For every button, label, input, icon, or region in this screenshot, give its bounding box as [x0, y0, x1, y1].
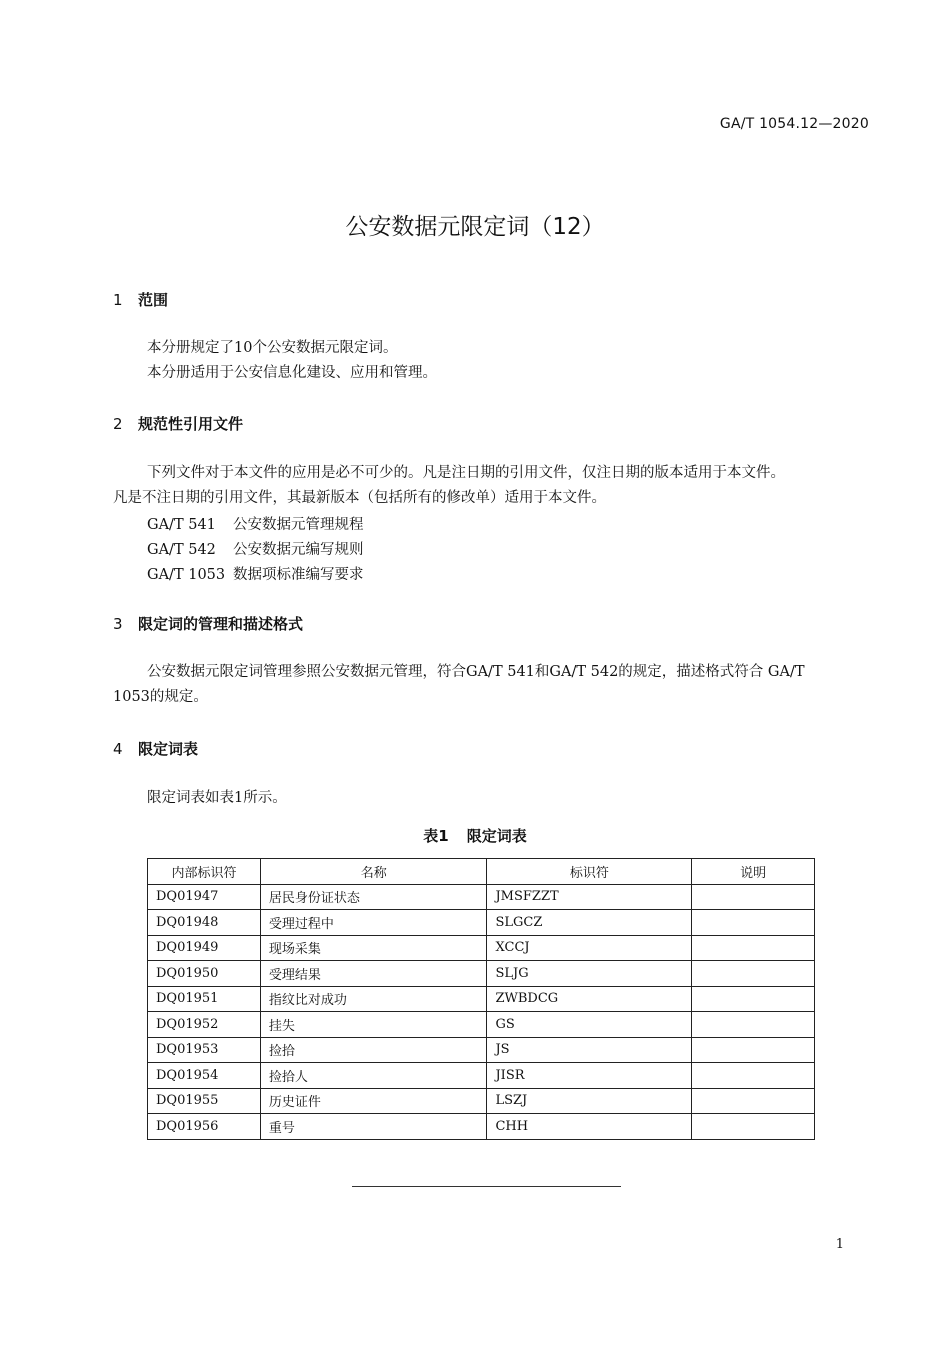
section-title: 规范性引用文件	[138, 415, 244, 433]
section-title: 限定词表	[138, 740, 199, 758]
section-number: 3	[113, 615, 123, 633]
note-cell	[692, 935, 815, 961]
reference-item	[147, 563, 364, 584]
end-divider	[352, 1186, 621, 1187]
note-cell	[692, 1012, 815, 1038]
identifier-cell: JISR	[487, 1063, 692, 1089]
table-title: 限定词表	[466, 827, 527, 845]
table-number: 表1	[423, 827, 449, 845]
table-row	[148, 1012, 815, 1038]
identifier-cell: LSZJ	[487, 1088, 692, 1114]
table-row	[148, 961, 815, 987]
para-line: 凡是不注日期的引用文件，其最新版本（包括所有的修改单）适用于本文件。	[113, 490, 606, 506]
section-number: 1	[113, 291, 123, 309]
name-cell: 历史证件	[260, 1088, 487, 1114]
reference-item	[147, 538, 364, 559]
reference-name: 公安数据元管理规程	[233, 517, 364, 533]
para-line: 公安数据元限定词管理参照公安数据元管理，符合GA/T 541和GA/T 542的规定，描述格式符合 GA/T	[147, 664, 805, 680]
document-title: 公安数据元限定词（12）	[345, 214, 605, 240]
section-number: 2	[113, 415, 123, 433]
internal-id-cell: DQ01954	[148, 1063, 261, 1089]
qualifier-table	[147, 858, 815, 1140]
reference-code: GA/T 542	[147, 542, 216, 558]
section-4-para: 限定词表如表1所示。	[147, 790, 287, 806]
section-title: 范围	[138, 291, 169, 309]
identifier-cell: CHH	[487, 1114, 692, 1140]
table-row	[148, 884, 815, 910]
section-title: 限定词的管理和描述格式	[138, 615, 304, 633]
note-cell	[692, 1037, 815, 1063]
name-cell: 指纹比对成功	[260, 986, 487, 1012]
reference-code: GA/T 1053	[147, 567, 226, 583]
section-2-para	[113, 461, 863, 511]
internal-id-cell: DQ01948	[148, 910, 261, 936]
internal-id-cell: DQ01951	[148, 986, 261, 1012]
internal-id-cell: DQ01953	[148, 1037, 261, 1063]
para-line: 下列文件对于本文件的应用是必不可少的。凡是注日期的引用文件，仅注日期的版本适用于本文件。	[147, 465, 785, 481]
table-header-row	[148, 859, 815, 885]
column-header: 内部标识符	[148, 859, 261, 885]
identifier-cell: ZWBDCG	[487, 986, 692, 1012]
name-cell: 受理结果	[260, 961, 487, 987]
column-header: 标识符	[487, 859, 692, 885]
column-header: 说明	[692, 859, 815, 885]
section-3-heading	[113, 613, 303, 634]
internal-id-cell: DQ01949	[148, 935, 261, 961]
note-cell	[692, 884, 815, 910]
page-number: 1	[835, 1237, 844, 1252]
identifier-cell: JMSFZZT	[487, 884, 692, 910]
note-cell	[692, 961, 815, 987]
identifier-cell: JS	[487, 1037, 692, 1063]
table-row	[148, 1037, 815, 1063]
name-cell: 居民身份证状态	[260, 884, 487, 910]
section-4-heading	[113, 738, 198, 759]
table-row	[148, 935, 815, 961]
table-row	[148, 1088, 815, 1114]
reference-item	[147, 513, 364, 534]
table-caption	[0, 825, 950, 846]
internal-id-cell: DQ01952	[148, 1012, 261, 1038]
section-1-para-2: 本分册适用于公安信息化建设、应用和管理。	[147, 365, 437, 381]
table-row	[148, 910, 815, 936]
name-cell: 现场采集	[260, 935, 487, 961]
section-number: 4	[113, 740, 123, 758]
note-cell	[692, 1088, 815, 1114]
section-1-heading	[113, 289, 168, 310]
identifier-cell: XCCJ	[487, 935, 692, 961]
section-2-heading	[113, 413, 243, 434]
identifier-cell: GS	[487, 1012, 692, 1038]
note-cell	[692, 910, 815, 936]
internal-id-cell: DQ01947	[148, 884, 261, 910]
table-row	[148, 1063, 815, 1089]
name-cell: 挂失	[260, 1012, 487, 1038]
section-1-para-1: 本分册规定了10个公安数据元限定词。	[147, 340, 398, 356]
section-3-para	[113, 660, 863, 710]
internal-id-cell: DQ01955	[148, 1088, 261, 1114]
reference-name: 公安数据元编写规则	[233, 542, 364, 558]
name-cell: 重号	[260, 1114, 487, 1140]
note-cell	[692, 1063, 815, 1089]
column-header: 名称	[260, 859, 487, 885]
name-cell: 受理过程中	[260, 910, 487, 936]
internal-id-cell: DQ01956	[148, 1114, 261, 1140]
internal-id-cell: DQ01950	[148, 961, 261, 987]
table-row	[148, 986, 815, 1012]
reference-code: GA/T 541	[147, 517, 216, 533]
identifier-cell: SLGCZ	[487, 910, 692, 936]
para-line: 1053的规定。	[113, 689, 208, 705]
reference-name: 数据项标准编写要求	[233, 567, 364, 583]
name-cell: 捡拾人	[260, 1063, 487, 1089]
name-cell: 捡拾	[260, 1037, 487, 1063]
note-cell	[692, 986, 815, 1012]
identifier-cell: SLJG	[487, 961, 692, 987]
standard-code: GA/T 1054.12—2020	[719, 116, 869, 132]
table-row	[148, 1114, 815, 1140]
note-cell	[692, 1114, 815, 1140]
